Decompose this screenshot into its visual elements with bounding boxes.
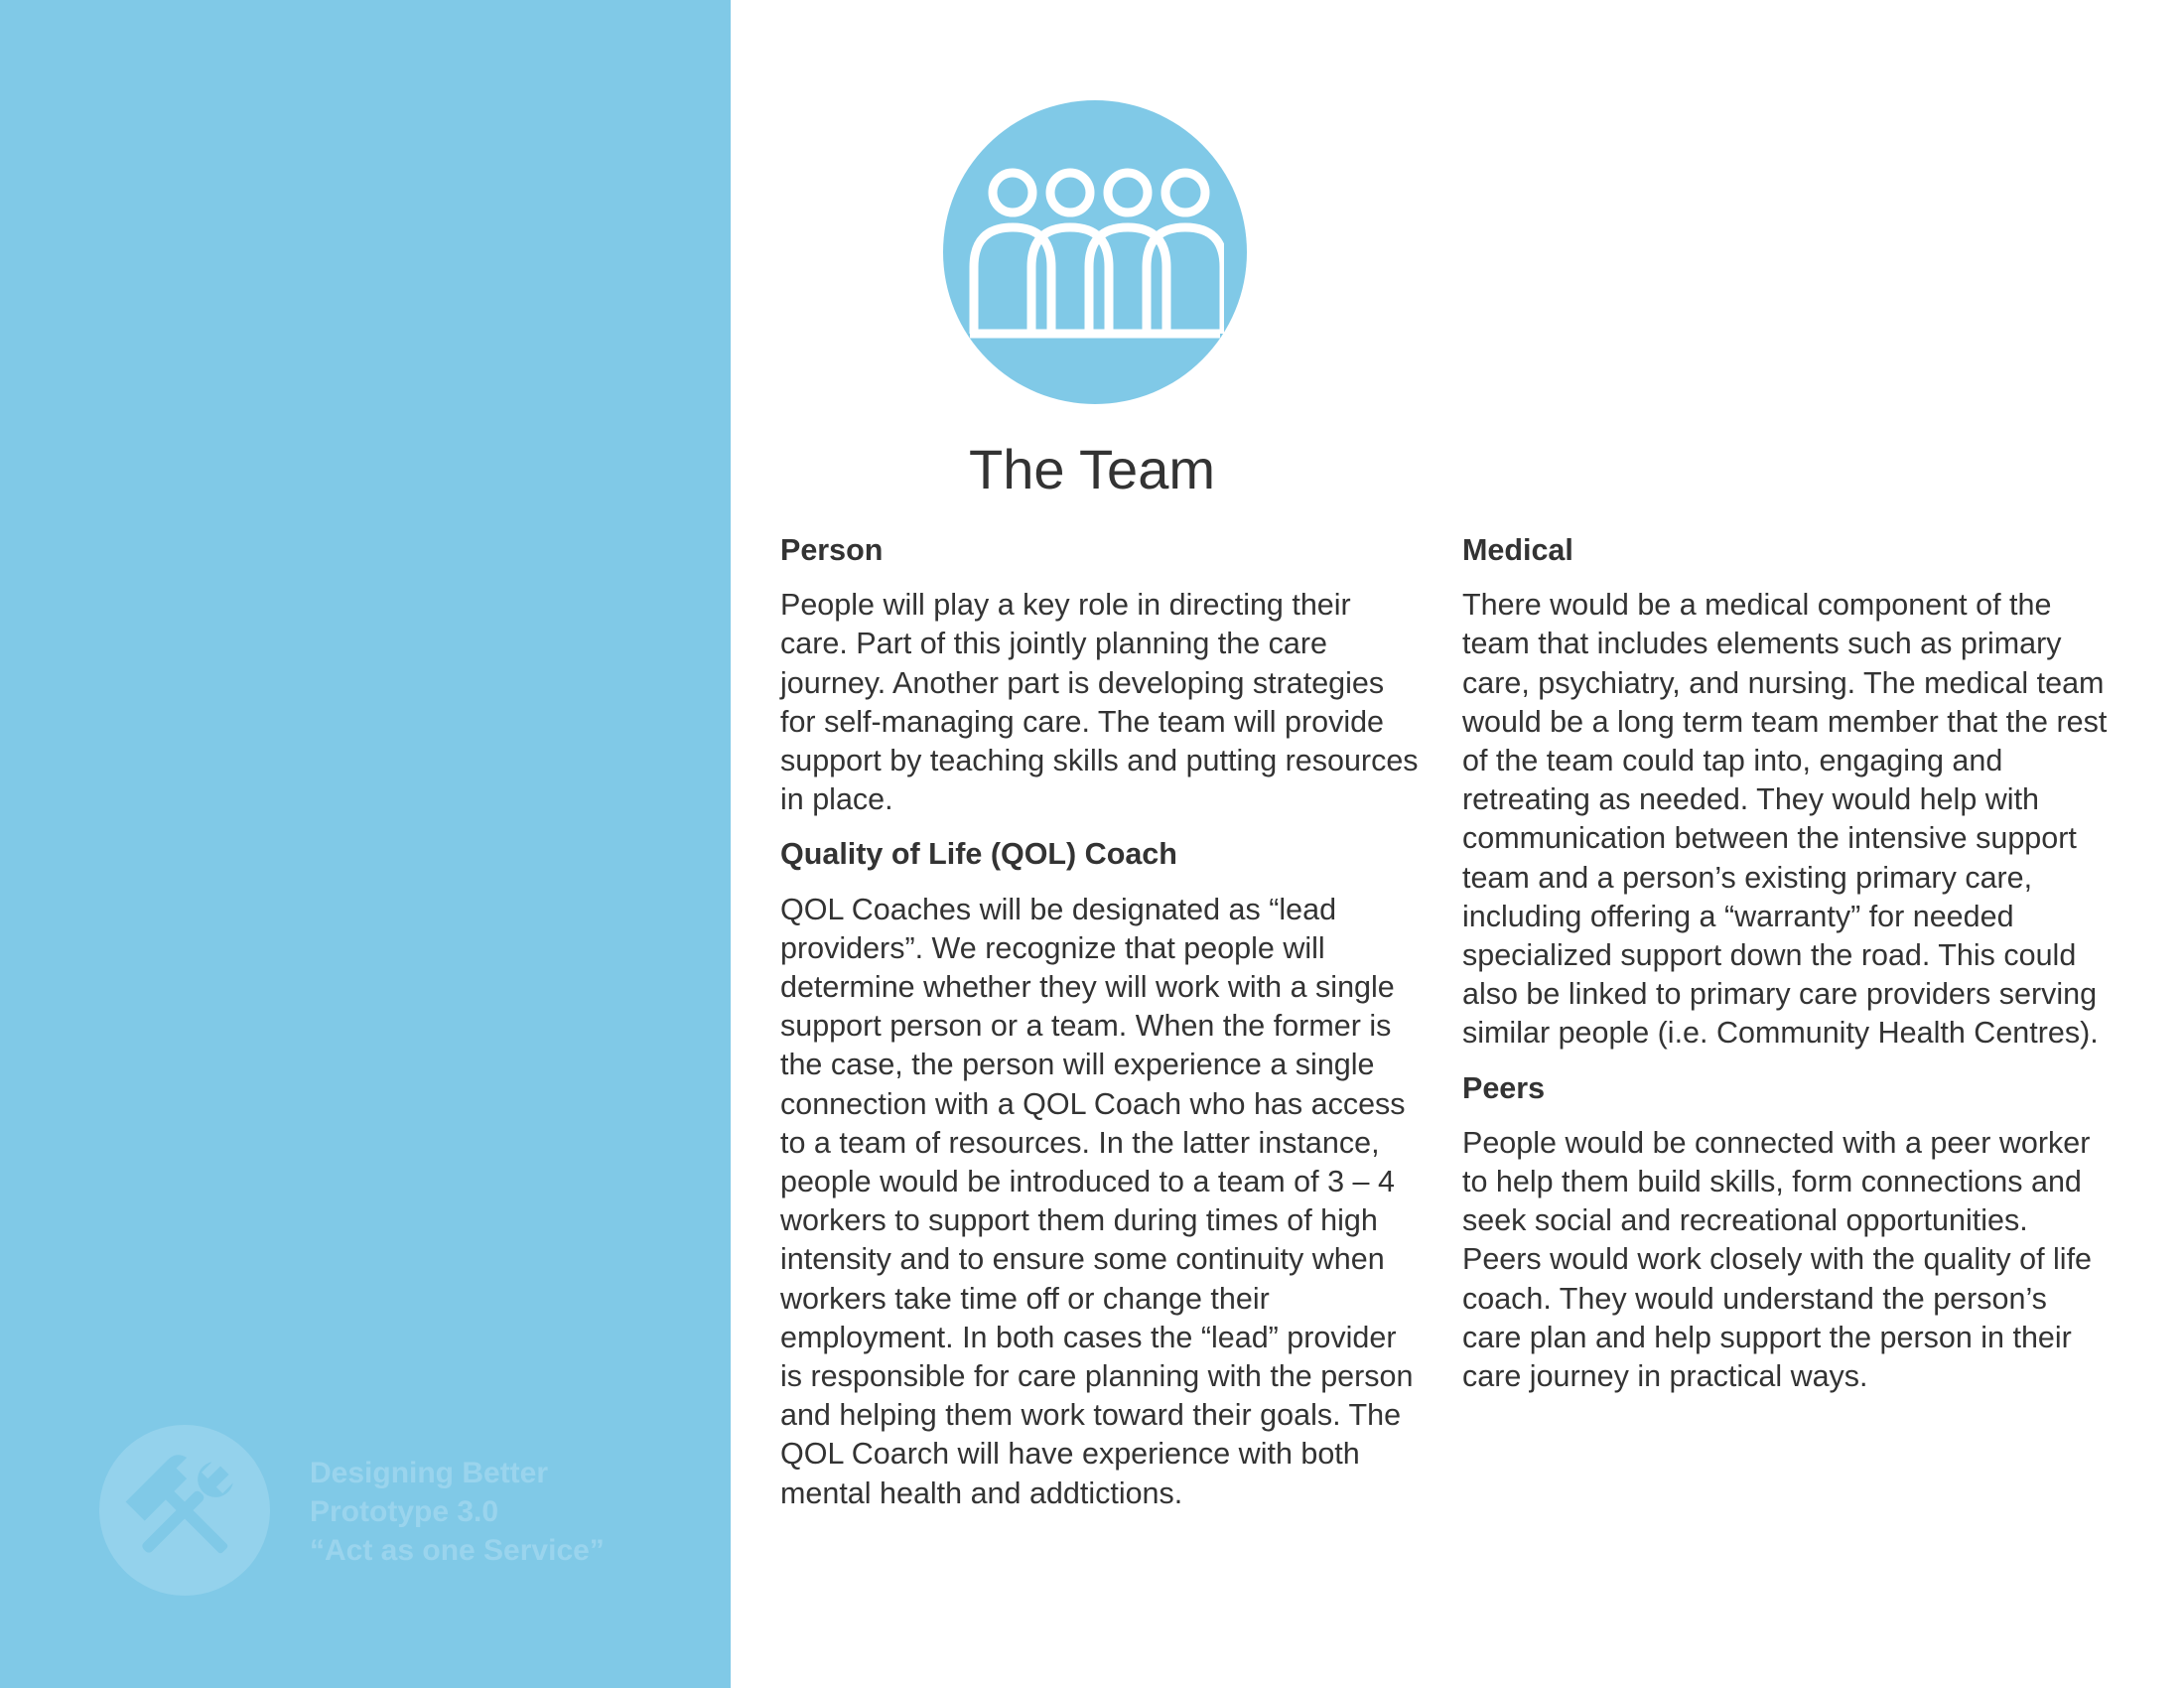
qol-coach-heading: Quality of Life (QOL) Coach	[780, 837, 1177, 872]
left-column	[780, 531, 1426, 1529]
person-heading: Person	[780, 533, 884, 567]
footer-project-label	[310, 1454, 605, 1570]
footer-line-1: Designing Better	[310, 1457, 549, 1489]
medical-body: There would be a medical component of the team that includes elements such as primary care, psychiatry, and nursing. The medical team would be a long term team member that the rest of the team could tap into, engaging and retreating as needed. They would help with communication between the intensive support team and a person’s existing primary care, including offering a “warranty” for needed specialized support down the road. This could also be linked to primary care providers serving similar people (i.e. Community Health Centres).	[1462, 588, 2108, 1051]
right-column	[1462, 531, 2108, 1412]
peers-heading: Peers	[1462, 1070, 1546, 1105]
medical-heading: Medical	[1462, 533, 1573, 567]
page-title: The Team	[969, 438, 1215, 500]
sidebar-panel	[0, 0, 731, 1688]
hammer-wrench-icon	[99, 1425, 270, 1596]
qol-coach-body: QOL Coaches will be designated as “lead providers”. We recognize that people will determine whether they will work with a single support person or a team. When the former is the case, the person will experience a single connection with a QOL Coach who has access to a team of resources. In the latter instance, people would be introduced to a team of 3 – 4 workers to support them during times of high intensity and to ensure some continuity when workers take time off or change their employment. In both cases the “lead” provider is responsible for care planning with the person and helping them work toward their goals. The QOL Coarch will have experience with both mental health and addtictions.	[780, 892, 1414, 1510]
team-icon	[943, 100, 1247, 404]
footer-line-2: Prototype 3.0	[310, 1495, 499, 1528]
person-body: People will play a key role in directing their care. Part of this jointly planning the care journey. Another part is developing strategies for self-managing care. The team will provide support by teaching skills and putting resources in place.	[780, 588, 1419, 817]
footer-line-3: “Act as one Service”	[310, 1534, 605, 1567]
peers-body: People would be connected with a peer worker to help them build skills, form connections and seek social and recreational opportunities. Peers would work closely with the quality of life coach. They would understand the person’s care plan and help support the person in their care journey in practical ways.	[1462, 1125, 2093, 1394]
